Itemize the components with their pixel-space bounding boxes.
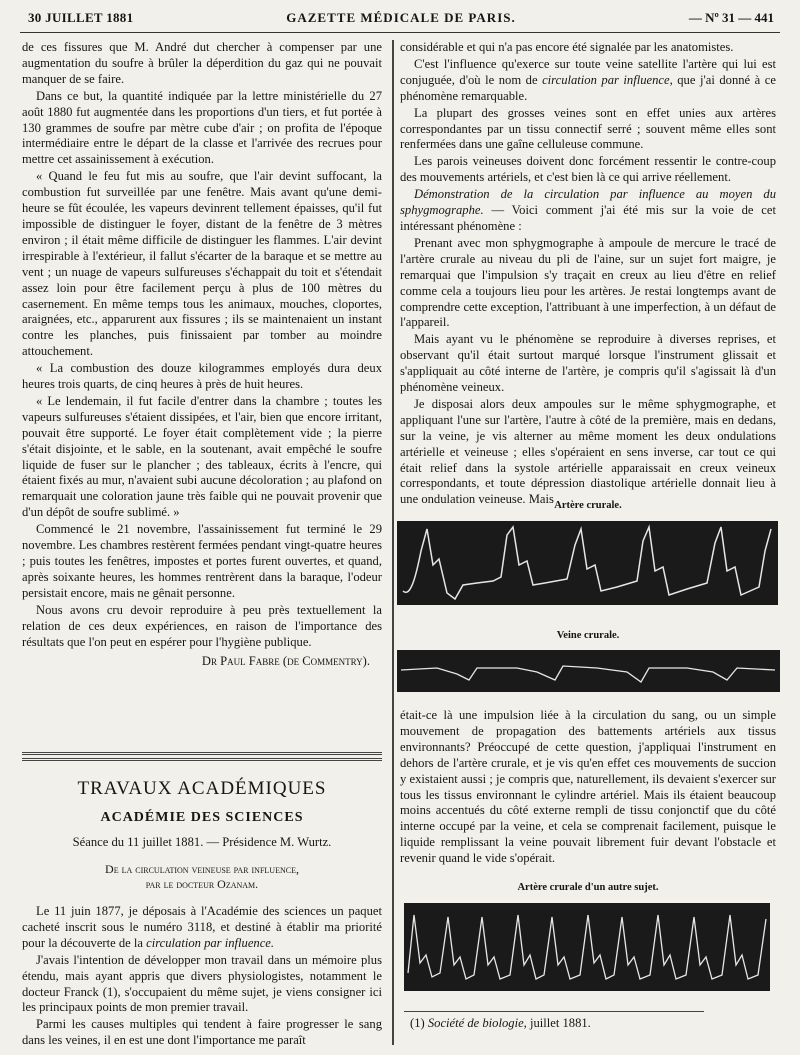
text-run: Le 11 juin 1877, je déposais à l'Académie des sciences un paquet cacheté inscrit sous le numéro 3118, et destiné à établir ma priorité pour la découverte de la xyxy=(22,904,382,950)
footnote xyxy=(410,1016,591,1031)
paragraph: considérable et qui n'a pas encore été signalée par les anatomistes. xyxy=(400,40,734,54)
paragraph: Les parois veineuses doivent donc forcément ressentir le contre-coup des mouvements artériels, et c'est bien là ce qui arrive réellement. xyxy=(400,154,776,185)
footnote-number: (1) xyxy=(410,1016,428,1030)
text-run: C'est l'influence qu'exerce sur toute veine satellite l'artère qui lui est conjuguée, d'où le nom de xyxy=(400,56,776,87)
topic-author: par le docteur Ozanam. xyxy=(145,877,259,891)
text-run: — Voici comment j'ai été mis sur la voie de cet intéressant phénomène : xyxy=(400,203,776,233)
column-divider xyxy=(392,40,396,1045)
venous-trace-figure xyxy=(397,650,780,692)
trace-line xyxy=(403,527,771,599)
author-signature: Dr Paul Fabre (de Commentry). xyxy=(201,654,370,669)
paragraph: Dans ce but, la quantité indiquée par la lettre ministérielle du 27 août 1880 fut augmentée dans les proportions d'un tiers, et fut portée à 130 grammes de soufre par mètre cube d'air ; on profita de l'époque intermédiaire entre le départ de la classe et l'arrivée des recrues pour mettre cet assainissement à exécution. xyxy=(22,88,382,167)
paragraph: Commencé le 21 novembre, l'assainissement fut terminé le 29 novembre. Les chambres restèrent fermées pendant vingt-quatre heures ; puis toutes les fenêtres, impostes et portes furent ouvertes, et quand, après soixante heures, les hommes rentrèrent dans la baraque, l'odeur persistait encore, mais ne gênait personne. xyxy=(22,522,382,600)
article-topic xyxy=(22,862,382,892)
paragraph: était-ce là une impulsion liée à la circulation du sang, ou un simple mouvement de propagation des battements artériels aux tissus environnants? Préoccupé de cette question, j'appliquai l'instrument en dehors de l'artère crurale, et je vis qu'en effet ces mouvements de succion y existaient aussi ; je compris que, naturellement, ils devaient s'exercer sur tous les tissus environnant le cylindre artériel. Mais ils étaient beaucoup moins accentués du côté externe rempli de tissu conjonctif que du côté interne occupé par la veine, et cela se comprenait facilement, puisque le liquide remplissant la veine pouvait librement fuir devant l'obstacle et revenir quand le vide s'opérait. xyxy=(400,708,776,866)
paragraph: La plupart des grosses veines sont en effet unies aux artères correspondantes par un tissu connectif serré ; souvent même elles sont renfermées dans une gaîne celluleuse commune. xyxy=(400,105,776,152)
header-date: 30 JUILLET 1881 xyxy=(28,10,134,25)
issue-page-number: — Nº 31 — 441 xyxy=(688,10,774,25)
header-rule xyxy=(20,32,780,33)
footnote-rule xyxy=(404,1011,704,1012)
section-title: TRAVAUX ACADÉMIQUES xyxy=(77,778,327,799)
session-line: Séance du 11 juillet 1881. — Présidence M. Wurtz. xyxy=(72,835,332,849)
figure-caption: Veine crurale. xyxy=(556,630,620,641)
paragraph: Prenant avec mon sphygmographe à ampoule de mercure le tracé de l'artère crurale au niveau du pli de l'aine, sur un sujet fort maigre, je remarquai que l'impulsion s'y traçait en creux au lieu d'être en relief comme cela a toujours lieu pour les artères. Je restai longtemps avant de comprendre cette exception, l'attribuant à une imperfection, à un défaut de l'appareil. xyxy=(400,235,776,330)
arterial-trace-figure-2 xyxy=(404,903,770,991)
paragraph: J'avais l'intention de développer mon travail dans un mémoire plus étendu, mais ayant appris que divers physiologistes, notamment le docteur Franck (1), s'occupaient du même sujet, je viens consigner ici les principaux points de mon premier travail. xyxy=(22,952,382,1015)
trace-line xyxy=(408,915,766,979)
section-rule xyxy=(22,758,382,764)
trace-svg xyxy=(404,903,770,991)
footnote-date: , juillet 1881. xyxy=(523,1016,591,1030)
left-column-article xyxy=(22,904,382,1048)
trace-line xyxy=(401,666,775,682)
italic-text: circulation par influence, xyxy=(542,72,673,87)
paragraph xyxy=(400,57,776,105)
footnote-source: Société de biologie xyxy=(427,1016,524,1030)
right-column xyxy=(400,40,776,507)
figure-caption: Artère crurale. xyxy=(554,500,622,511)
figure-caption: Artère crurale d'un autre sujet. xyxy=(517,882,659,893)
trace-svg xyxy=(397,521,778,605)
italic-text: circulation par influence. xyxy=(146,935,275,950)
paragraph: « Le lendemain, il fut facile d'entrer dans la chambre ; toutes les vapeurs sulfureuses s'étaient dissipées, et l'air, bien que encore irritant, pouvait être supporté. Le foyer était complètement vide ; la pierre s'était disjointe, et le sable, en la soutenant, avait empêché le soufre liquide de fuser sur le plancher ; des tableaux, écrits à l'encre, qui étaient fixés au mur, n'avaient subi aucune décoloration ; au plafond on remarquait une coloration jaune très faible qui ne pouvait provenir que d'un dépôt de soufre sublimé. » xyxy=(22,393,382,520)
arterial-trace-figure xyxy=(397,521,778,605)
page-header xyxy=(28,10,774,30)
journal-title: GAZETTE MÉDICALE DE PARIS. xyxy=(286,10,516,25)
left-column xyxy=(22,40,382,745)
paragraph: Je disposai alors deux ampoules sur le même sphygmographe, et appliquant l'une sur l'artère, l'autre à côté de la première, mais en dedans, sur la veine, je vis alterner au même moment les deux ondulations artérielle et veineuse ; elles s'opéraient en sens inverse, car tout ce qui était relief dans la systole artérielle apparaissait en creux veineux correspondants, et toute dépression diastolique artérielle donnait lieu à une ondulation veineuse. Mais xyxy=(400,396,776,507)
paragraph: « Quand le feu fut mis au soufre, que l'air devint suffocant, la combustion fut surveillée par une fenêtre. Mais avant qu'une demi-heure se fût écoulée, les vapeurs devinrent tellement épaisses, qu'il fut impossible de distinguer le foyer, distant de la fenêtre de 3 mètres environ ; il était même difficile de distinguer les flammes. L'air devint irrespirable à l'extérieur, il fallut s'écarter de la baraque et se mettre au vent ; un nuage de vapeurs sulfureuses s'échappait du toit et s'étendait assez loin pour être facilement perçu à plus de 100 mètres du casernement. En même temps tous les animaux, mouches, cloportes, araignées, etc., apparurent aux fissures ; ils se maintenaient un instant contre les planches, puis finissaient par tomber au moindre attouchement. xyxy=(22,169,382,359)
paragraph: « La combustion des douze kilogrammes employés dura deux heures trois quarts, de cinq heures à près de huit heures. xyxy=(22,361,382,392)
paragraph xyxy=(400,187,776,235)
academy-title: ACADÉMIE DES SCIENCES xyxy=(100,810,304,825)
text-run: que j'ai donné à ce phénomène remarquable. xyxy=(400,72,776,103)
paragraph: de ces fissures que M. André dut chercher à compenser par une augmentation du soufre à brûler la déperdition du gaz qui ne pouvait manquer de se faire. xyxy=(22,40,382,86)
topic-line: De la circulation veineuse par influence, xyxy=(105,862,299,876)
paragraph: Nous avons cru devoir reproduire à peu près textuellement la relation de ces deux expériences, en raison de l'importance des résultats que l'on peut en espérer pour l'hygiène publique. xyxy=(22,602,382,649)
trace-svg xyxy=(397,650,780,692)
italic-heading: Démonstration de la circulation par influence au moyen du sphygmographe. xyxy=(400,187,776,218)
paragraph: Mais ayant vu le phénomène se reproduire à diverses reprises, et observant qu'il était surtout marqué lorsque l'instrument glissait et s'appliquait au côté interne de l'artère, je compris qu'il s'agissait là d'un phénomène veineux. xyxy=(400,332,776,395)
paragraph: Parmi les causes multiples qui tendent à faire progresser le sang dans les veines, il en est une dont l'importance me paraît xyxy=(22,1017,382,1048)
paragraph xyxy=(22,904,382,952)
right-column-continued xyxy=(400,708,776,868)
